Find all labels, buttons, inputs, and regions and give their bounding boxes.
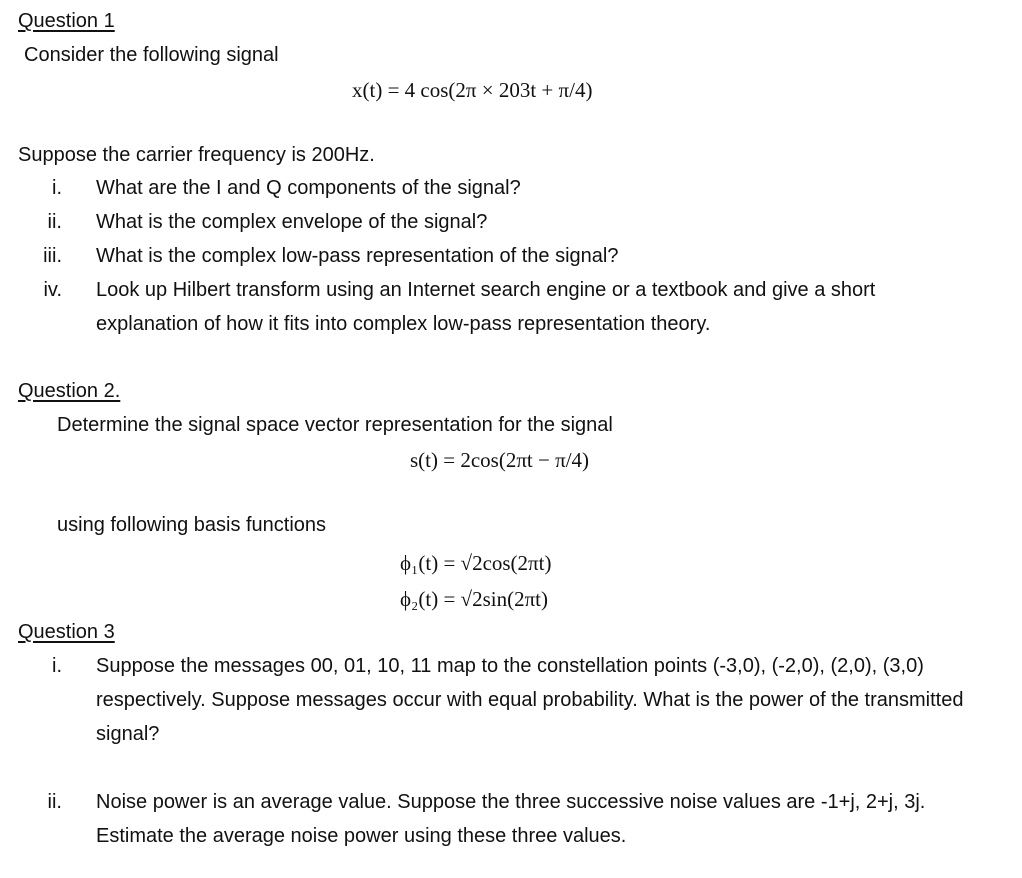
q1-intro: Consider the following signal bbox=[24, 44, 279, 66]
q3-item-1-text: Suppose the messages 00, 01, 10, 11 map to the constellation points (-3,0), (-2,0), (2,0), (3,0) respectively. Suppose messages occur with equal probability. What is the power of the transmitted signal? bbox=[96, 655, 964, 745]
q3-heading: Question 3 bbox=[18, 621, 115, 643]
q1-equation: x(t) = 4 cos(2π × 203t + π/4) bbox=[352, 78, 593, 102]
q3-item-1-number: i. bbox=[52, 655, 62, 677]
q1-item-4-number: iv. bbox=[43, 279, 62, 301]
q2-basis-function-2: ϕ₂(t) = √2sin(2πt) bbox=[400, 587, 548, 611]
q1-carrier-text: Suppose the carrier frequency is 200Hz. bbox=[18, 144, 375, 166]
q1-item-3-text: What is the complex low-pass representation of the signal? bbox=[96, 245, 619, 267]
q2-equation: s(t) = 2cos(2πt − π/4) bbox=[410, 448, 590, 472]
q2-intro: Determine the signal space vector representation for the signal bbox=[57, 414, 613, 436]
q1-item-4-text: Look up Hilbert transform using an Internet search engine or a textbook and give a short explanation of how it fits into complex low-pass representation theory. bbox=[96, 279, 876, 335]
q2-basis-text: using following basis functions bbox=[57, 514, 327, 536]
q1-heading: Question 1 bbox=[18, 10, 115, 32]
q2-basis-function-1: ϕ₁(t) = √2cos(2πt) bbox=[400, 551, 552, 575]
q3-item-2-number: ii. bbox=[47, 791, 62, 813]
q3-item-2-text: Noise power is an average value. Suppose the three successive noise values are -1+j, 2+j, 3j. Estimate the average noise power using these three values. bbox=[96, 791, 926, 847]
q1-item-1-number: i. bbox=[52, 177, 62, 199]
q2-heading: Question 2. bbox=[18, 380, 121, 402]
q1-item-3-number: iii. bbox=[43, 245, 62, 267]
q1-item-2-text: What is the complex envelope of the signal? bbox=[96, 211, 488, 233]
q1-item-1-text: What are the I and Q components of the signal? bbox=[96, 177, 521, 199]
q1-item-2-number: ii. bbox=[47, 211, 62, 233]
